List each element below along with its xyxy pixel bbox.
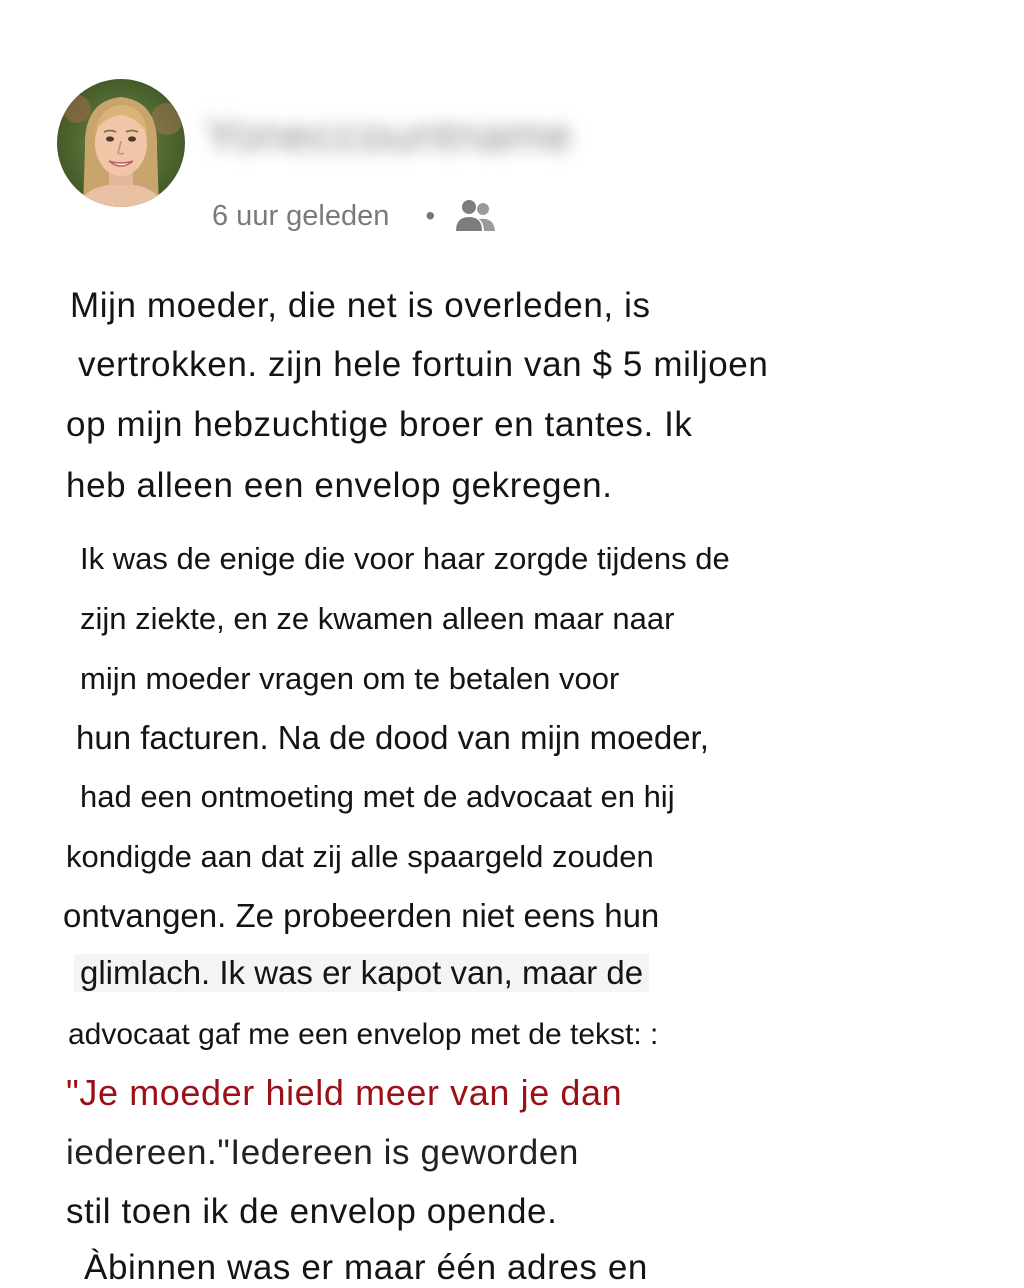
timestamp[interactable]: 6 uur geleden xyxy=(212,199,390,232)
meta-separator: • xyxy=(425,200,436,231)
story-body-line-6: kondigde aan dat zij alle spaargeld zouden xyxy=(66,839,654,874)
story-body-line-2: zijn ziekte, en ze kwamen alleen maar naar xyxy=(80,601,675,636)
avatar-image xyxy=(57,79,185,207)
story-intro-line-2: vertrokken. zijn hele fortuin van $ 5 miljoen xyxy=(78,345,769,384)
story-ending-line-2: stil toen ik de envelop opende. xyxy=(66,1192,558,1231)
story-body-line-5: had een ontmoeting met de advocaat en hij xyxy=(80,779,675,814)
post-meta xyxy=(212,196,497,236)
story-intro-line-1: Mijn moeder, die net is overleden, is xyxy=(70,286,651,325)
avatar[interactable] xyxy=(57,79,185,207)
story-quote: "Je moeder hield meer van je dan xyxy=(66,1072,623,1113)
story-body-line-7: ontvangen. Ze probeerden niet eens hun xyxy=(63,897,660,934)
story-intro-line-4: heb alleen een envelop gekregen. xyxy=(66,466,613,505)
story-intro-line-3: op mijn hebzuchtige broer en tantes. Ik xyxy=(66,405,693,444)
story-body-line-3: mijn moeder vragen om te betalen voor xyxy=(80,661,620,696)
story-body-line-8: glimlach. Ik was er kapot van, maar de xyxy=(74,954,649,992)
story-body-line-1: Ik was de enige die voor haar zorgde tijdens de xyxy=(80,541,730,576)
story-body-line-9: advocaat gaf me een envelop met de tekst: : xyxy=(68,1018,659,1051)
author-name[interactable]: Yoneccountname xyxy=(205,109,573,161)
story-ending-line-1: iedereen."Iedereen is geworden xyxy=(66,1133,579,1172)
story-ending-line-3: Àbinnen was er maar één adres en xyxy=(84,1248,648,1287)
friends-icon xyxy=(453,197,497,235)
story-body-line-4: hun facturen. Na de dood van mijn moeder, xyxy=(76,719,709,756)
